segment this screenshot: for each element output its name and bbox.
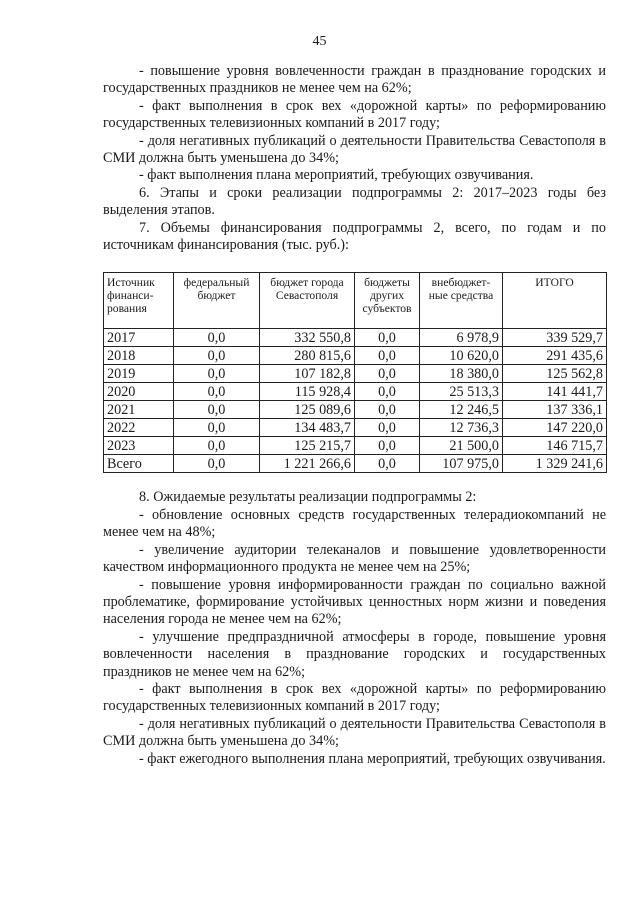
table-cell: 0,0 [355, 329, 420, 347]
section-8-heading: 8. Ожидаемые результаты реализации подпрограммы 2: [139, 489, 477, 506]
intro-paragraph: - повышение уровня вовлеченности граждан в празднование городских и государственных праздников не менее чем на 62%; [103, 63, 606, 97]
result-item: - факт ежегодного выполнения плана мероприятий, требующих озвучивания. [139, 750, 606, 767]
table-cell: 2019 [104, 365, 174, 383]
table-cell: 12 736,3 [420, 419, 503, 437]
table-row [104, 401, 607, 419]
table-cell: 2018 [104, 347, 174, 365]
result-item: - увеличение аудитории телеканалов и повышение удовлетворенности качеством информационного продукта не менее чем на 25%; [103, 541, 606, 576]
document-body [103, 63, 606, 768]
table-row [104, 347, 607, 365]
column-header: бюджет города Севастополя [260, 273, 355, 329]
table-row [104, 437, 607, 455]
table-cell: 0,0 [174, 383, 260, 401]
section-6-paragraph: 6. Этапы и сроки реализации подпрограммы 2: 2017–2023 годы без выделения этапов. [103, 184, 606, 219]
table-row [104, 365, 607, 383]
table-cell: 141 441,7 [503, 383, 607, 401]
financing-table [103, 272, 607, 473]
table-cell: 0,0 [174, 347, 260, 365]
table-cell: 2020 [104, 383, 174, 401]
table-cell: 25 513,3 [420, 383, 503, 401]
table-cell: 0,0 [355, 455, 420, 473]
table-cell: 107 975,0 [420, 455, 503, 473]
table-cell: 0,0 [355, 383, 420, 401]
intro-paragraph: - факт выполнения плана мероприятий, требующих озвучивания. [139, 167, 534, 184]
table-cell: 339 529,7 [503, 329, 607, 347]
table-cell: 0,0 [355, 347, 420, 365]
table-cell: 12 246,5 [420, 401, 503, 419]
table-cell: 0,0 [355, 401, 420, 419]
column-header: ИТОГО [503, 273, 607, 329]
result-item: - факт выполнения в срок вех «дорожной карты» по реформированию государственных телевизионных компаний в 2017 году; [103, 680, 606, 715]
table-cell: 291 435,6 [503, 347, 607, 365]
table-cell: 332 550,8 [260, 329, 355, 347]
table-cell: 134 483,7 [260, 419, 355, 437]
table-cell: 0,0 [174, 419, 260, 437]
table-cell: 10 620,0 [420, 347, 503, 365]
table-cell: 0,0 [174, 401, 260, 419]
intro-paragraph: - доля негативных публикаций о деятельности Правительства Севастополя в СМИ должна быть уменьшена до 34%; [103, 132, 606, 167]
table-row [104, 383, 607, 401]
table-cell: 0,0 [174, 329, 260, 347]
table-cell: 2017 [104, 329, 174, 347]
table-cell: 21 500,0 [420, 437, 503, 455]
intro-paragraph: - факт выполнения в срок вех «дорожной карты» по реформированию государственных телевизионных компаний в 2017 году; [103, 97, 606, 132]
table-cell: 6 978,9 [420, 329, 503, 347]
table-cell: 280 815,6 [260, 347, 355, 365]
column-header: федеральный бюджет [174, 273, 260, 329]
table-cell: Всего [104, 455, 174, 473]
table-cell: 0,0 [174, 365, 260, 383]
column-header: внебюджет-ные средства [420, 273, 503, 329]
result-item: - улучшение предпраздничной атмосферы в городе, повышение уровня вовлеченности населения в празднование городских и государственных праздников не менее чем на 62%; [103, 628, 606, 680]
table-cell: 0,0 [174, 437, 260, 455]
column-header: Источник финанси-рования [104, 273, 174, 329]
section-7-paragraph: 7. Объемы финансирования подпрограммы 2, всего, по годам и по источникам финансирования (тыс. руб.): [103, 219, 606, 254]
table-cell: 0,0 [355, 437, 420, 455]
table-cell: 2022 [104, 419, 174, 437]
table-cell: 125 562,8 [503, 365, 607, 383]
table-cell: 115 928,4 [260, 383, 355, 401]
table-cell: 137 336,1 [503, 401, 607, 419]
table-cell: 0,0 [355, 419, 420, 437]
table-row [104, 419, 607, 437]
column-header: бюджеты других субъектов [355, 273, 420, 329]
table-cell: 107 182,8 [260, 365, 355, 383]
table-cell: 1 221 266,6 [260, 455, 355, 473]
table-cell: 146 715,7 [503, 437, 607, 455]
table-header-row [104, 273, 607, 329]
table-cell: 0,0 [355, 365, 420, 383]
table-cell: 2023 [104, 437, 174, 455]
result-item: - повышение уровня информированности граждан по социально важной проблематике, формирование устойчивых ценностных норм жизни и поведения населения города не менее чем на 62%; [103, 576, 606, 628]
table-cell: 125 215,7 [260, 437, 355, 455]
table-cell: 1 329 241,6 [503, 455, 607, 473]
table-cell: 0,0 [174, 455, 260, 473]
table-cell: 18 380,0 [420, 365, 503, 383]
page-number: 45 [312, 34, 327, 49]
table-cell: 2021 [104, 401, 174, 419]
result-item: - доля негативных публикаций о деятельности Правительства Севастополя в СМИ должна быть уменьшена до 34%; [103, 715, 606, 750]
table-cell: 125 089,6 [260, 401, 355, 419]
table-total-row [104, 455, 607, 473]
table-row [104, 329, 607, 347]
result-item: - обновление основных средств государственных телерадиокомпаний не менее чем на 48%; [103, 506, 606, 541]
table-cell: 147 220,0 [503, 419, 607, 437]
